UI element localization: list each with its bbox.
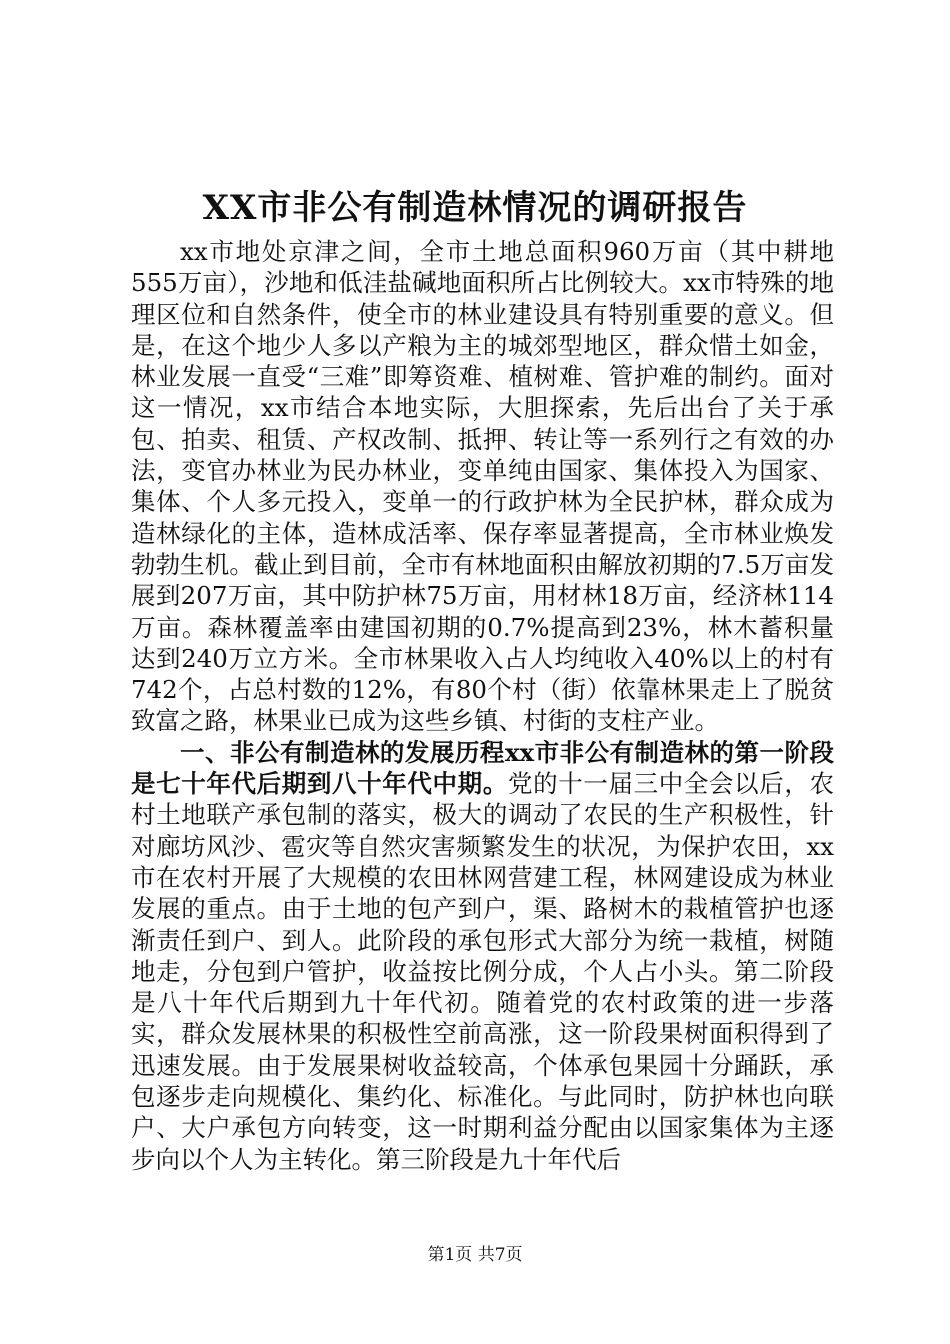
section-heading: 一、非公有制造林的发展历程xx市非公有制造林的第一阶段是七十年代后期到八十年代中期。 xyxy=(131,737,834,799)
document-title: XX市非公有制造林情况的调研报告 xyxy=(202,188,748,228)
intro-paragraph: xx市地处京津之间，全市土地总面积960万亩（其中耕地555万亩），沙地和低洼盐碱地面积所占比例较大。xx市特殊的地理区位和自然条件，使全市的林业建设具有特别重要的意义。但是，在这个地少人多以产粮为主的城郊型地区，群众惜土如金，林业发展一直受“三难”即筹资难、植树难、管护难的制约。面对这一情况，xx市结合本地实际，大胆探索，先后出台了关于承包、拍卖、租赁、产权改制、抵押、转让等一系列行之有效的办法，变官办林业为民办林业，变单纯由国家、集体投入为国家、集体、个人多元投入，变单一的行政护林为全民护林，群众成为造林绿化的主体，造林成活率、保存率显著提高，全市林业焕发勃勃生机。截止到目前，全市有林地面积由解放初期的7.5万亩发展到207万亩，其中防护林75万亩，用材林18万亩，经济林114万亩。森林覆盖率由建国初期的0.7%提高到23%，林木蓄积量达到240万立方米。全市林果收入占人均纯收入40%以上的村有742个，占总村数的12%，有80个村（街）依靠林果走上了脱贫致富之路，林果业已成为这些乡镇、村街的支柱产业。 xyxy=(131,237,834,736)
page-number-footer: 第1页 共7页 xyxy=(427,1245,523,1265)
document-body xyxy=(131,236,834,1175)
section-paragraph xyxy=(131,737,834,1175)
section-body-text: 党的十一届三中全会以后，农村土地联产承包制的落实，极大的调动了农民的生产积极性，针对廊坊风沙、雹灾等自然灾害频繁发生的状况，为保护农田，xx市在农村开展了大规模的农田林网营建工程，林网建设成为林业发展的重点。由于土地的包产到户，渠、路树木的栽植管护也逐渐责任到户、到人。此阶段的承包形式大部分为统一栽植，树随地走，分包到户管护，收益按比例分成，个人占小头。第二阶段是八十年代后期到九十年代初。随着党的农村政策的进一步落实，群众发展林果的积极性空前高涨，这一阶段果树面积得到了迅速发展。由于发展果树收益较高，个体承包果园十分踊跃，承包逐步走向规模化、集约化、标准化。与此同时，防护林也向联户、大户承包方向转变，这一时期利益分配由以国家集体为主逐步向以个人为主转化。第三阶段是九十年代后 xyxy=(131,769,835,1174)
